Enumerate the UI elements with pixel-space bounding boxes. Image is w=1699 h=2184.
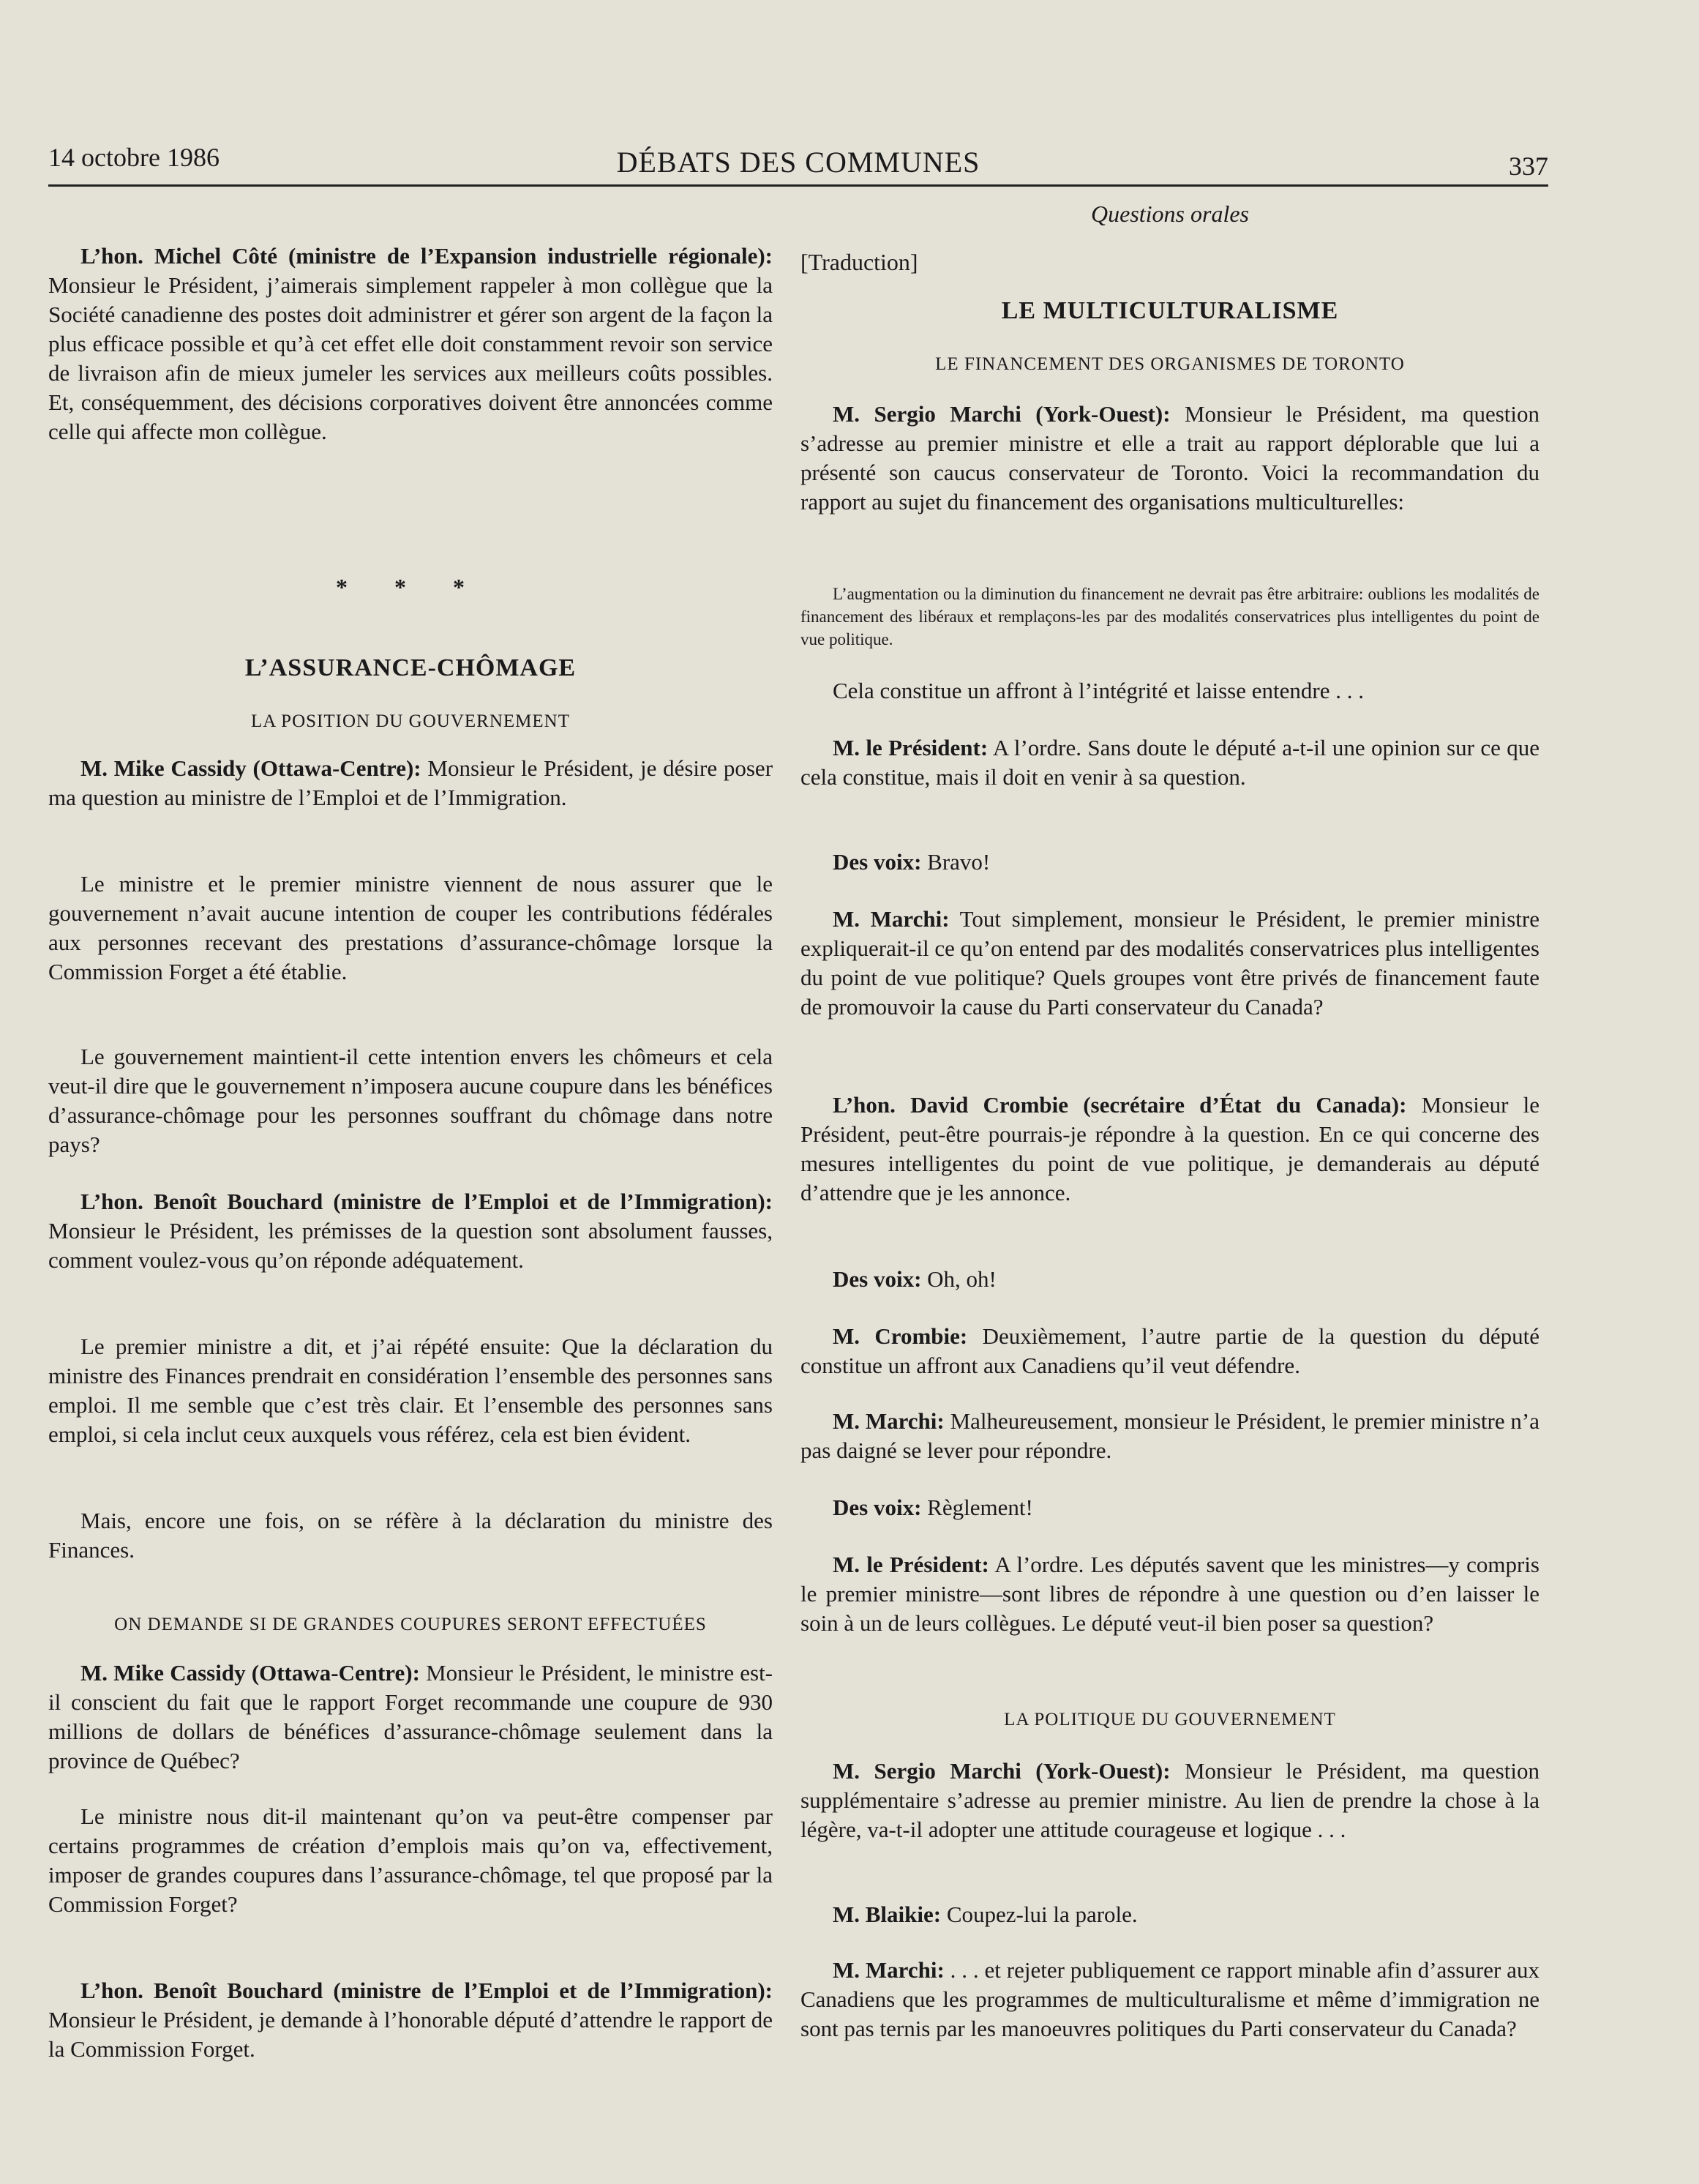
running-head: Questions orales bbox=[1091, 201, 1249, 227]
speaker-name: M. Crombie: bbox=[833, 1323, 968, 1349]
speaker-name: M. Mike Cassidy (Ottawa-Centre): bbox=[80, 1660, 420, 1686]
speaker-name: L’hon. Benoît Bouchard (ministre de l’Emploi et de l’Immigration): bbox=[80, 1189, 773, 1214]
paragraph bbox=[48, 1658, 773, 1776]
speaker-name: M. le Président: bbox=[833, 735, 989, 760]
paragraph bbox=[800, 1900, 1539, 1929]
speech-text: Deuxièmement, l’autre partie de la question du député constitue un affront aux Canadiens qu’il veut défendre. bbox=[800, 1323, 1539, 1378]
speech-text: A l’ordre. Les députés savent que les ministres—y compris le premier ministre—sont libres de répondre à une question ou d’en laisser le soin à un de leurs collègues. Le député veut-il bien poser sa question? bbox=[800, 1552, 1539, 1636]
paragraph bbox=[800, 848, 1539, 877]
paragraph: Le ministre nous dit-il maintenant qu’on va peut-être compenser par certains programmes de création d’emplois mais qu’on va, effectivement, imposer de grandes coupures dans l’assurance-chômage, tel que proposé par la Commission Forget? bbox=[48, 1803, 773, 1917]
paragraph bbox=[800, 905, 1539, 1022]
speaker-name: M. Blaikie: bbox=[833, 1901, 942, 1927]
speaker-name: L’hon. Benoît Bouchard (ministre de l’Emploi et de l’Immigration): bbox=[80, 1978, 773, 2003]
speech-text: Tout simplement, monsieur le Président, le premier ministre expliquerait-il ce qu’on entend par des modalités conservatrices plus intelligentes du point de vue politique? Quels groupes vont être privés de financement faute de promouvoir la cause du Parti conservateur du Canada? bbox=[800, 906, 1539, 1020]
speech-text: Monsieur le Président, le ministre est-il conscient du fait que le rapport Forget recommande une coupure de 930 millions de dollars de bénéfices d’assurance-chômage seulement dans la province de Québec? bbox=[48, 1660, 773, 1773]
paragraph bbox=[800, 1493, 1539, 1522]
speech-text: Coupez-lui la parole. bbox=[946, 1901, 1138, 1927]
section-heading: LE MULTICULTURALISME bbox=[1001, 297, 1339, 324]
block-quote: L’augmentation ou la diminution du financement ne devrait pas être arbitraire: oublions les modalités de financement des libéraux et remplaçons-les par des modalités conservatrices plus intelligentes du point de vue politique. bbox=[800, 585, 1539, 648]
header-date: 14 octobre 1986 bbox=[48, 143, 220, 172]
paragraph: Mais, encore une fois, on se réfère à la déclaration du ministre des Finances. bbox=[48, 1508, 773, 1563]
speaker-name: M. Sergio Marchi (York-Ouest): bbox=[833, 1758, 1171, 1784]
speaker-name: M. Sergio Marchi (York-Ouest): bbox=[833, 401, 1171, 427]
paragraph bbox=[800, 1407, 1539, 1465]
paragraph bbox=[800, 733, 1539, 792]
speaker-name: Des voix: bbox=[833, 1495, 922, 1520]
section-separator: * * * bbox=[336, 574, 485, 600]
paragraph bbox=[800, 1550, 1539, 1638]
speech-text: Monsieur le Président, ma question supplémentaire s’adresse au premier ministre. Au lien de prendre la chose à la légère, va-t-il adopter une attitude courageuse et logique . . . bbox=[800, 1758, 1539, 1842]
paragraph bbox=[48, 242, 773, 446]
paragraph bbox=[48, 1187, 773, 1275]
paragraph bbox=[48, 1976, 773, 2064]
speech-text: Monsieur le Président, ma question s’adresse au premier ministre et elle a trait au rapport déplorable que lui a présenté son caucus conservateur de Toronto. Voici la recommandation du rapport au sujet du financement des organisations multiculturelles: bbox=[800, 401, 1539, 515]
speech-text: Monsieur le Président, j’aimerais simplement rappeler à mon collègue que la Société canadienne des postes doit administrer et gérer son argent de la façon la plus efficace possible et qu’à cet effet elle doit constamment revoir son service de livraison afin de mieux jumeler les services aux meilleurs coûts possibles. Et, conséquemment, des décisions corporatives doivent être annoncées comme celle qui affecte mon collègue. bbox=[48, 272, 773, 444]
speech-text: Règlement! bbox=[927, 1495, 1033, 1520]
speech-text: . . . et rejeter publiquement ce rapport minable afin d’assurer aux Canadiens que les programmes de multiculturalisme et même d’immigration ne sont pas ternis par les manoeuvres politiques du Parti conservateur du Canada? bbox=[800, 1957, 1539, 2041]
paragraph bbox=[48, 754, 773, 812]
speaker-name: L’hon. Michel Côté (ministre de l’Expansion industrielle régionale): bbox=[80, 243, 773, 269]
speech-text: Monsieur le Président, je désire poser ma question au ministre de l’Emploi et de l’Immigration. bbox=[48, 755, 773, 810]
paragraph bbox=[800, 1757, 1539, 1844]
speech-text: A l’ordre. Sans doute le député a-t-il une opinion sur ce que cela constitue, mais il doit en venir à sa question. bbox=[800, 735, 1540, 790]
paragraph: Le gouvernement maintient-il cette intention envers les chômeurs et cela veut-il dire que le gouvernement n’imposera aucune coupure dans les bénéfices d’assurance-chômage pour les personnes souffrant du chômage dans notre pays? bbox=[48, 1044, 773, 1157]
paragraph bbox=[800, 1956, 1539, 2043]
speaker-name: M. Marchi: bbox=[833, 906, 950, 932]
speaker-name: M. Marchi: bbox=[833, 1957, 945, 1983]
section-subheading: LA POLITIQUE DU GOUVERNEMENT bbox=[1004, 1710, 1336, 1729]
translation-marker: [Traduction] bbox=[800, 249, 918, 275]
section-heading: L’ASSURANCE-CHÔMAGE bbox=[244, 654, 577, 681]
paragraph: Le premier ministre a dit, et j’ai répété ensuite: Que la déclaration du ministre des Finances prendrait en considération l’ensemble des personnes sans emploi. Il me semble que c’est très clair. Et l’ensemble des personnes sans emploi, si cela inclut ceux auxquels vous référez, cela est bien évident. bbox=[48, 1334, 773, 1447]
speech-text: Monsieur le Président, je demande à l’honorable député d’attendre le rapport de la Commission Forget. bbox=[48, 2007, 773, 2062]
page-header bbox=[48, 132, 1548, 183]
section-subheading: LA POSITION DU GOUVERNEMENT bbox=[250, 711, 570, 731]
header-rule bbox=[48, 184, 1548, 187]
header-title: DÉBATS DES COMMUNES bbox=[616, 146, 980, 179]
paragraph bbox=[800, 400, 1539, 517]
speaker-name: Des voix: bbox=[833, 849, 922, 875]
paragraph bbox=[800, 1265, 1539, 1294]
section-subheading: LE FINANCEMENT DES ORGANISMES DE TORONTO bbox=[935, 354, 1405, 374]
speech-text: Monsieur le Président, les prémisses de la question sont absolument fausses, comment voulez-vous qu’on réponde adéquatement. bbox=[48, 1218, 773, 1273]
section-subheading: ON DEMANDE SI DE GRANDES COUPURES SERONT EFFECTUÉES bbox=[114, 1615, 707, 1634]
speech-text: Oh, oh! bbox=[927, 1266, 997, 1292]
speaker-name: Des voix: bbox=[833, 1266, 922, 1292]
speaker-name: M. le Président: bbox=[833, 1552, 989, 1577]
speaker-name: L’hon. David Crombie (secrétaire d’État du Canada): bbox=[833, 1092, 1407, 1118]
paragraph: Cela constitue un affront à l’intégrité et laisse entendre . . . bbox=[833, 678, 1364, 703]
speech-text: Monsieur le Président, peut-être pourrais-je répondre à la question. En ce qui concerne des mesures intelligentes du point de vue politique, je demanderais au député d’attendre que je les annonce. bbox=[800, 1092, 1539, 1205]
speech-text: Bravo! bbox=[927, 849, 991, 875]
speech-text: Malheureusement, monsieur le Président, le premier ministre n’a pas daigné se lever pour répondre. bbox=[800, 1408, 1539, 1463]
paragraph: Le ministre et le premier ministre viennent de nous assurer que le gouvernement n’avait aucune intention de couper les contributions fédérales aux personnes recevant des prestations d’assurance-chômage lorsque la Commission Forget a été établie. bbox=[48, 871, 773, 984]
paragraph bbox=[800, 1091, 1539, 1208]
paragraph bbox=[800, 1322, 1539, 1380]
page-number: 337 bbox=[1509, 152, 1548, 181]
speaker-name: M. Mike Cassidy (Ottawa-Centre): bbox=[80, 755, 421, 781]
speaker-name: M. Marchi: bbox=[833, 1408, 945, 1434]
